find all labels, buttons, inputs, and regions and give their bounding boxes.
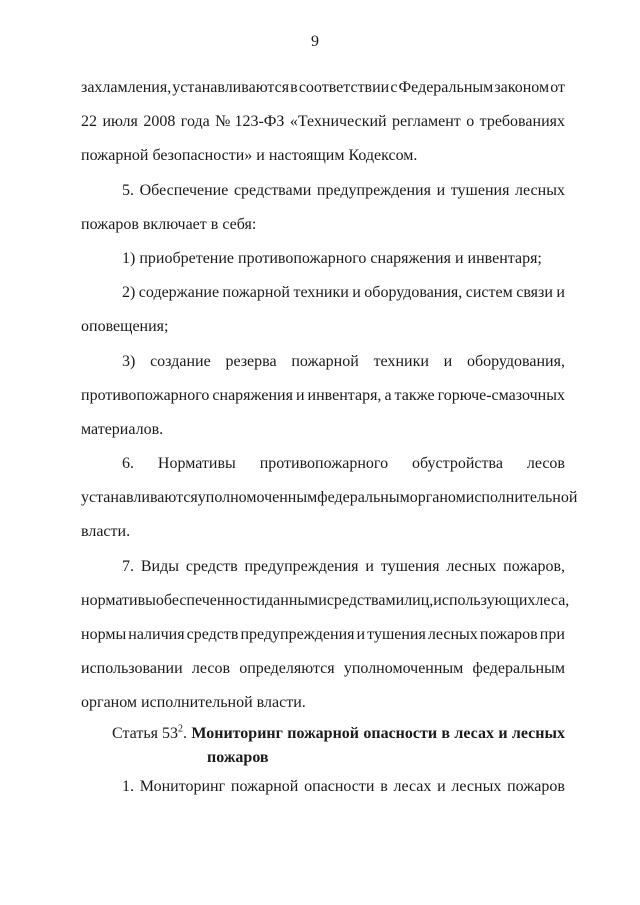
text-line: 6. Нормативы противопожарного обустройства лесов [122,455,565,473]
text-line: 3) создание резерва пожарной техники и оборудования, [122,352,565,370]
text-line: оповещения; [81,318,169,336]
paragraph [81,770,565,804]
article-number-superscript: 2 [177,723,183,735]
text-line: 22 июля 2008 года № 123-ФЗ «Технический регламент о требованиях [81,113,565,131]
text-line: устанавливаются уполномоченным федеральным органом исполнительной [81,489,578,507]
article-title-word: лесах [454,724,494,742]
paragraph [81,71,565,174]
text-line: пожаров включает в себя: [81,215,257,233]
article-label-period: . [182,724,187,742]
article-label-text: Статья 53 [112,724,178,742]
text-line: власти. [81,523,131,541]
text-line: 1. Мониторинг пожарной опасности в лесах и лесных пожаров [122,777,565,795]
document-body-bottom [81,770,565,804]
document-content [81,71,578,804]
text-line: 1) приобретение противопожарного снаряжения и инвентаря; [122,249,542,267]
article-title-word: пожарной [287,724,360,742]
article-heading-line1 [112,722,565,746]
paragraph [81,550,570,721]
article-title-word: лесных [511,724,565,742]
article-title-word: опасности [363,724,438,742]
article-title-word: и [498,724,508,742]
text-line: материалов. [81,420,164,438]
text-line: пожарной безопасности» и настоящим Кодексом. [81,147,418,165]
paragraph [81,276,565,344]
text-line: 2) содержание пожарной техники и оборудования, систем связи и [122,284,565,302]
text-line: 7. Виды средств предупреждения и тушения лесных пожаров, [122,557,565,575]
text-line: противопожарного снаряжения и инвентаря, а также горюче-смазочных [81,386,565,404]
article-number-label [112,722,187,746]
text-line: органом исполнительной власти. [81,694,306,712]
text-line: захламления, устанавливаются в соответствии с Федеральным законом от [81,79,565,96]
page-number: 9 [311,33,319,50]
paragraph [81,345,565,448]
text-line: нормы наличия средств предупреждения и тушения лесных пожаров при [81,626,565,643]
paragraph [81,242,565,276]
article-title-word: Мониторинг [191,724,283,742]
paragraph [81,447,578,550]
text-line: 5. Обеспечение средствами предупреждения и тушения лесных [122,181,565,199]
article-heading [112,722,565,770]
text-line: использовании лесов определяются уполномоченным федеральным [81,660,565,678]
article-title-word: в [441,724,451,742]
article-title-continuation: пожаров [207,748,269,766]
document-body-top [81,71,578,721]
article-heading-line2 [112,746,565,770]
text-line: нормативы обеспеченности данными средствами лиц, использующих леса, [81,591,570,609]
paragraph [81,174,565,242]
